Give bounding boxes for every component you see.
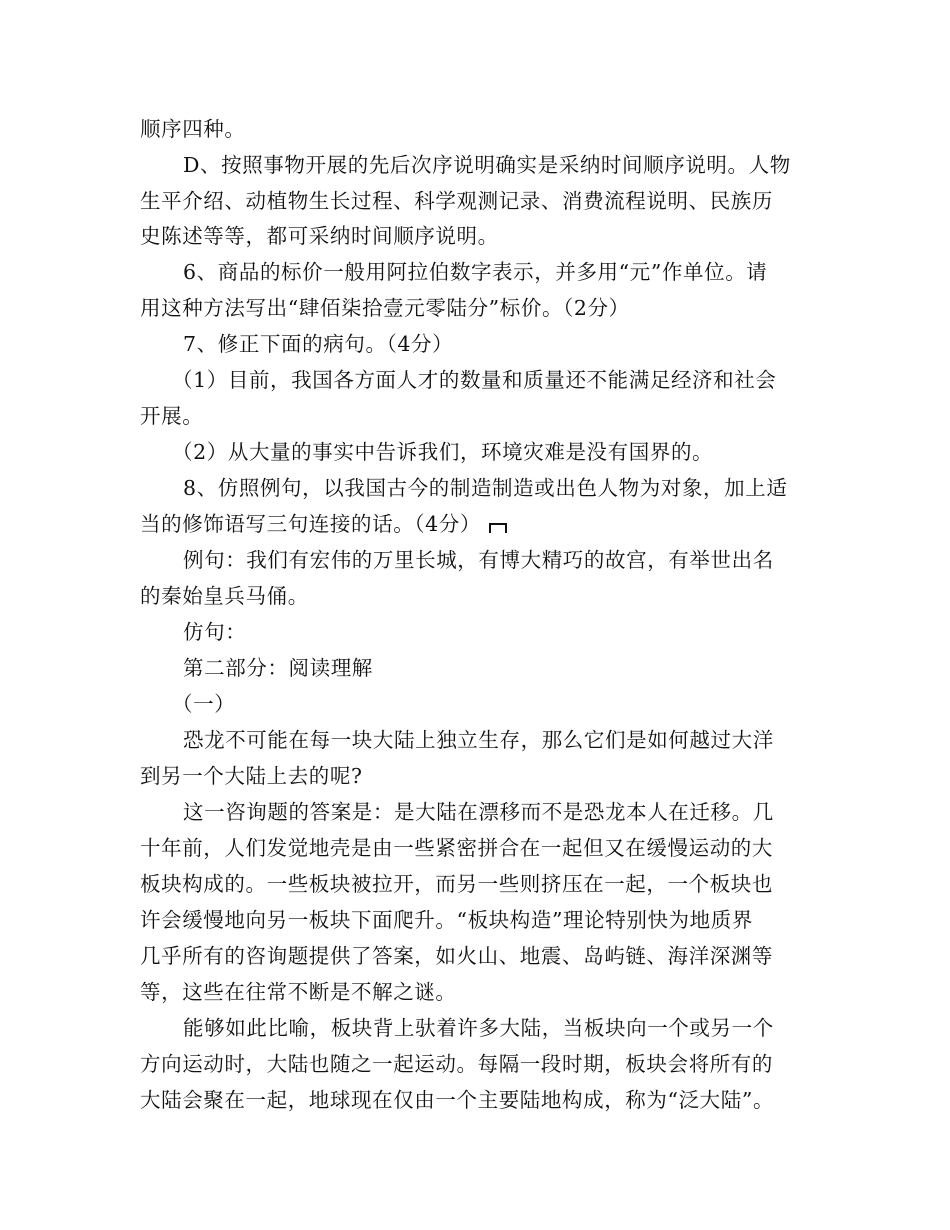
text-line: 的秦始皇兵马俑。 xyxy=(140,584,309,608)
text-line-content: 当的修饰语写三句连接的话。（4分） xyxy=(140,512,481,536)
text-line: （1）目前，我国各方面人才的数量和质量还不能满足经济和社会 xyxy=(172,368,777,392)
text-line: 生平介绍、动植物生长过程、科学观测记录、消费流程说明、民族历 xyxy=(140,189,773,213)
text-line: 十年前，人们发觉地壳是由一些紧密拼合在一起但又在缓慢运动的大 xyxy=(140,836,773,860)
text-line: 7、修正下面的病句。（4分） xyxy=(183,332,454,356)
text-line: 到另一个大陆上去的呢? xyxy=(140,764,363,788)
subsection-heading: （一） xyxy=(172,692,236,716)
text-line: 许会缓慢地向另一板块下面爬升。“板块构造”理论特别快为地质界 xyxy=(140,908,753,932)
bracket-mark-icon xyxy=(489,523,507,533)
section-heading: 第二部分：阅读理解 xyxy=(183,656,373,680)
text-line: 开展。 xyxy=(140,404,204,428)
text-line: （2）从大量的事实中告诉我们，环境灾难是没有国界的。 xyxy=(172,440,714,464)
text-line: 8、仿照例句，以我国古今的制造制造或出色人物为对象，加上适 xyxy=(183,476,788,500)
text-line: 方向运动时，大陆也随之一起运动。每隔一段时期，板块会将所有的 xyxy=(140,1052,773,1076)
text-line: D、按照事物开展的先后次序说明确实是采纳时间顺序说明。人物 xyxy=(183,153,791,177)
text-line: 顺序四种。 xyxy=(140,117,246,141)
text-line: 用这种方法写出“肆佰柒拾壹元零陆分”标价。（2分） xyxy=(140,296,630,320)
text-line: 几乎所有的咨询题提供了答案，如火山、地震、岛屿链、海洋深渊等 xyxy=(140,944,773,968)
text-line: 仿句： xyxy=(183,620,247,644)
text-line: 例句：我们有宏伟的万里长城，有博大精巧的故宫，有举世出名 xyxy=(183,548,774,572)
text-line: 大陆会聚在一起，地球现在仅由一个主要陆地构成，称为“泛大陆”。 xyxy=(140,1088,775,1112)
text-line: 板块构成的。一些板块被拉开，而另一些则挤压在一起，一个板块也 xyxy=(140,872,773,896)
text-line: 6、商品的标价一般用阿拉伯数字表示，并多用“元”作单位。请 xyxy=(183,260,768,284)
text-line: 能够如此比喻，板块背上驮着许多大陆，当板块向一个或另一个 xyxy=(183,1016,774,1040)
text-line: 等，这些在往常不断是不解之谜。 xyxy=(140,980,457,1004)
text-line xyxy=(140,510,507,538)
text-line: 这一咨询题的答案是：是大陆在漂移而不是恐龙本人在迁移。几 xyxy=(183,800,774,824)
text-line: 史陈述等等，都可采纳时间顺序说明。 xyxy=(140,224,499,248)
text-line: 恐龙不可能在每一块大陆上独立生存，那么它们是如何越过大洋 xyxy=(183,728,774,752)
